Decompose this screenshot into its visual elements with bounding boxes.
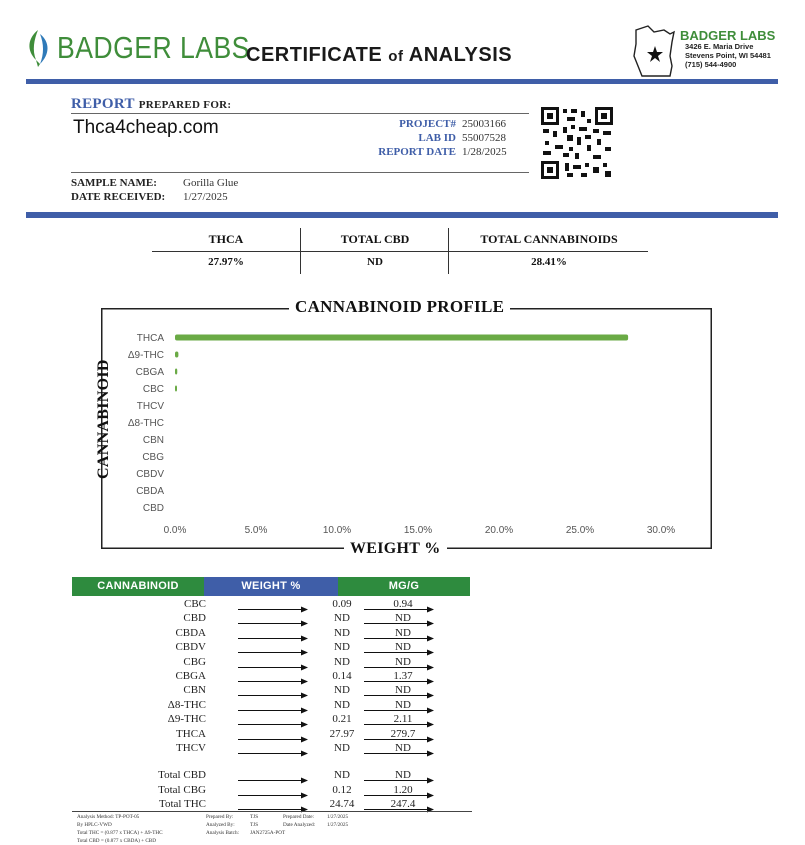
summary-thca-value: 27.97% bbox=[208, 256, 244, 268]
lab-id: 55007528 bbox=[462, 132, 506, 144]
sample-name: Gorilla Glue bbox=[183, 177, 239, 189]
row-weight: 0.21 bbox=[332, 713, 352, 726]
row-mg: ND bbox=[395, 626, 411, 639]
row-cannabinoid: Δ9-THC bbox=[167, 713, 206, 726]
row-cannabinoid: THCA bbox=[176, 727, 206, 740]
chart-y-axis-label: CANNABINOID bbox=[95, 359, 112, 479]
summary-thca-label: THCA bbox=[208, 232, 244, 246]
x-tick-label: 30.0% bbox=[646, 525, 676, 536]
row-cannabinoid: CBDV bbox=[175, 641, 206, 654]
project-number: 25003166 bbox=[462, 118, 506, 130]
qr-code-icon bbox=[541, 107, 613, 179]
table-row bbox=[72, 713, 472, 727]
row-weight: 27.97 bbox=[329, 727, 355, 740]
row-weight: ND bbox=[334, 741, 350, 754]
footer-people-values: TJS TJS JAN2725A-POT bbox=[250, 814, 286, 836]
row-cannabinoid: CBGA bbox=[175, 669, 206, 682]
row-mg: ND bbox=[395, 698, 411, 711]
summary-total-cannabinoids-label: TOTAL CANNABINOIDS bbox=[480, 232, 618, 246]
chart-x-axis-label: WEIGHT % bbox=[344, 540, 447, 558]
document-title: CERTIFICATE of ANALYSIS bbox=[246, 44, 513, 66]
table-header-cannabinoid: CANNABINOID bbox=[72, 577, 204, 596]
footer-date-labels: Prepared Date: Date Analyzed: bbox=[283, 814, 316, 828]
row-cannabinoid: CBG bbox=[183, 655, 206, 668]
row-mg: ND bbox=[395, 741, 411, 754]
bar bbox=[175, 369, 177, 375]
badger-leaf-logo-icon bbox=[22, 28, 54, 68]
summary-total-cbd-value: ND bbox=[367, 256, 383, 268]
x-tick-label: 5.0% bbox=[244, 525, 268, 536]
section-divider bbox=[26, 212, 778, 218]
table-header-weight: WEIGHT % bbox=[204, 577, 338, 596]
y-tick-label: THCA bbox=[136, 333, 164, 344]
y-tick-label: CBGA bbox=[135, 367, 164, 378]
table-row bbox=[72, 598, 472, 612]
row-cannabinoid: CBD bbox=[183, 612, 206, 625]
y-tick-label: THCV bbox=[136, 401, 164, 412]
row-mg: 1.37 bbox=[393, 669, 413, 682]
row-weight: ND bbox=[334, 698, 350, 711]
row-mg: 2.11 bbox=[393, 713, 413, 726]
row-cannabinoid: Δ8-THC bbox=[167, 698, 206, 711]
bar bbox=[175, 335, 628, 341]
row-mg: ND bbox=[395, 655, 411, 668]
y-tick-label: CBDA bbox=[136, 486, 164, 497]
row-cannabinoid: Total THC bbox=[159, 798, 206, 811]
summary-divider bbox=[152, 251, 648, 252]
row-cannabinoid: Total CBG bbox=[158, 783, 206, 796]
footer-rule bbox=[72, 811, 472, 812]
y-tick-label: CBN bbox=[142, 435, 164, 446]
row-mg: ND bbox=[395, 684, 411, 697]
footer-method: Analysis Method: TP-POT-05 By HPLC-VWD Total THC = (0.877 x THCA) + Δ9-THC Total CBD = (0.877 x CBDA) + CBD bbox=[77, 814, 163, 844]
y-tick-label: CBC bbox=[142, 384, 164, 395]
brand-name: BADGER LABS bbox=[57, 30, 250, 65]
row-mg: 0.94 bbox=[393, 598, 413, 610]
header-divider bbox=[26, 79, 778, 84]
y-tick-label: Δ9-THC bbox=[127, 350, 164, 361]
row-weight: ND bbox=[334, 655, 350, 668]
row-mg: ND bbox=[395, 641, 411, 654]
footer-date-values: 1/27/2025 1/27/2025 bbox=[327, 814, 349, 828]
bar bbox=[175, 352, 178, 358]
footer-people-labels: Prepared By: Analyzed By: Analysis Batch: bbox=[206, 814, 239, 836]
report-date: 1/28/2025 bbox=[462, 146, 507, 158]
cannabinoid-bar-chart bbox=[101, 320, 701, 545]
chart-title: CANNABINOID PROFILE bbox=[289, 297, 510, 317]
table-row bbox=[72, 627, 472, 641]
table-row bbox=[72, 656, 472, 670]
row-cannabinoid: Total CBD bbox=[158, 769, 206, 782]
row-mg: ND bbox=[395, 612, 411, 625]
x-tick-label: 15.0% bbox=[403, 525, 433, 536]
row-cannabinoid: CBDA bbox=[175, 626, 206, 639]
row-cannabinoid: CBN bbox=[183, 684, 206, 697]
table-row bbox=[72, 641, 472, 655]
table-row bbox=[72, 742, 472, 756]
table-row bbox=[72, 728, 472, 742]
row-weight: ND bbox=[334, 626, 350, 639]
row-weight: ND bbox=[334, 641, 350, 654]
row-cannabinoid: THCV bbox=[176, 741, 206, 754]
row-weight: ND bbox=[334, 612, 350, 625]
table-header-mg: MG/G bbox=[338, 577, 470, 596]
row-mg: 1.20 bbox=[393, 783, 413, 796]
lab-name: BADGER LABS bbox=[680, 28, 776, 43]
row-mg: 279.7 bbox=[390, 727, 416, 740]
row-mg: ND bbox=[395, 769, 411, 782]
date-received: 1/27/2025 bbox=[183, 191, 228, 203]
sample-labels: SAMPLE NAME: DATE RECEIVED: bbox=[71, 177, 166, 203]
x-tick-label: 0.0% bbox=[163, 525, 187, 536]
x-tick-label: 25.0% bbox=[565, 525, 595, 536]
row-mg: 247.4 bbox=[390, 798, 416, 811]
summary-total-cbd-label: TOTAL CBD bbox=[340, 232, 410, 246]
row-cannabinoid: CBC bbox=[183, 598, 206, 610]
y-tick-label: CBDV bbox=[136, 469, 164, 480]
x-tick-label: 20.0% bbox=[484, 525, 514, 536]
y-tick-label: CBG bbox=[142, 452, 164, 463]
report-rule-bottom bbox=[71, 172, 529, 173]
y-tick-label: Δ8-THC bbox=[127, 418, 164, 429]
client-name: Thca4cheap.com bbox=[73, 117, 219, 138]
row-weight: ND bbox=[334, 684, 350, 697]
table-row bbox=[72, 670, 472, 684]
total-row bbox=[72, 784, 472, 798]
table-row bbox=[72, 699, 472, 713]
row-weight: 0.09 bbox=[332, 598, 352, 610]
results-table bbox=[72, 598, 472, 812]
report-heading: REPORT PREPARED FOR: bbox=[71, 96, 232, 112]
x-tick-label: 10.0% bbox=[322, 525, 352, 536]
project-labels: PROJECT# LAB ID REPORT DATE bbox=[378, 118, 456, 158]
total-row bbox=[72, 769, 472, 783]
row-weight: 0.14 bbox=[332, 669, 352, 682]
wisconsin-map-icon bbox=[630, 22, 680, 80]
lab-address: 3426 E. Maria Drive Stevens Point, WI 54481 (715) 544-4900 bbox=[685, 42, 771, 69]
y-tick-label: CBD bbox=[142, 503, 164, 514]
table-row bbox=[72, 612, 472, 626]
sample-values bbox=[183, 176, 238, 204]
summary-total-cannabinoids-value: 28.41% bbox=[531, 256, 567, 268]
row-weight: 24.74 bbox=[329, 798, 355, 811]
table-row bbox=[72, 684, 472, 698]
row-weight: 0.12 bbox=[332, 783, 352, 796]
bar bbox=[175, 386, 177, 392]
project-values bbox=[462, 117, 507, 159]
report-rule-top bbox=[71, 113, 529, 114]
row-weight: ND bbox=[334, 769, 350, 782]
